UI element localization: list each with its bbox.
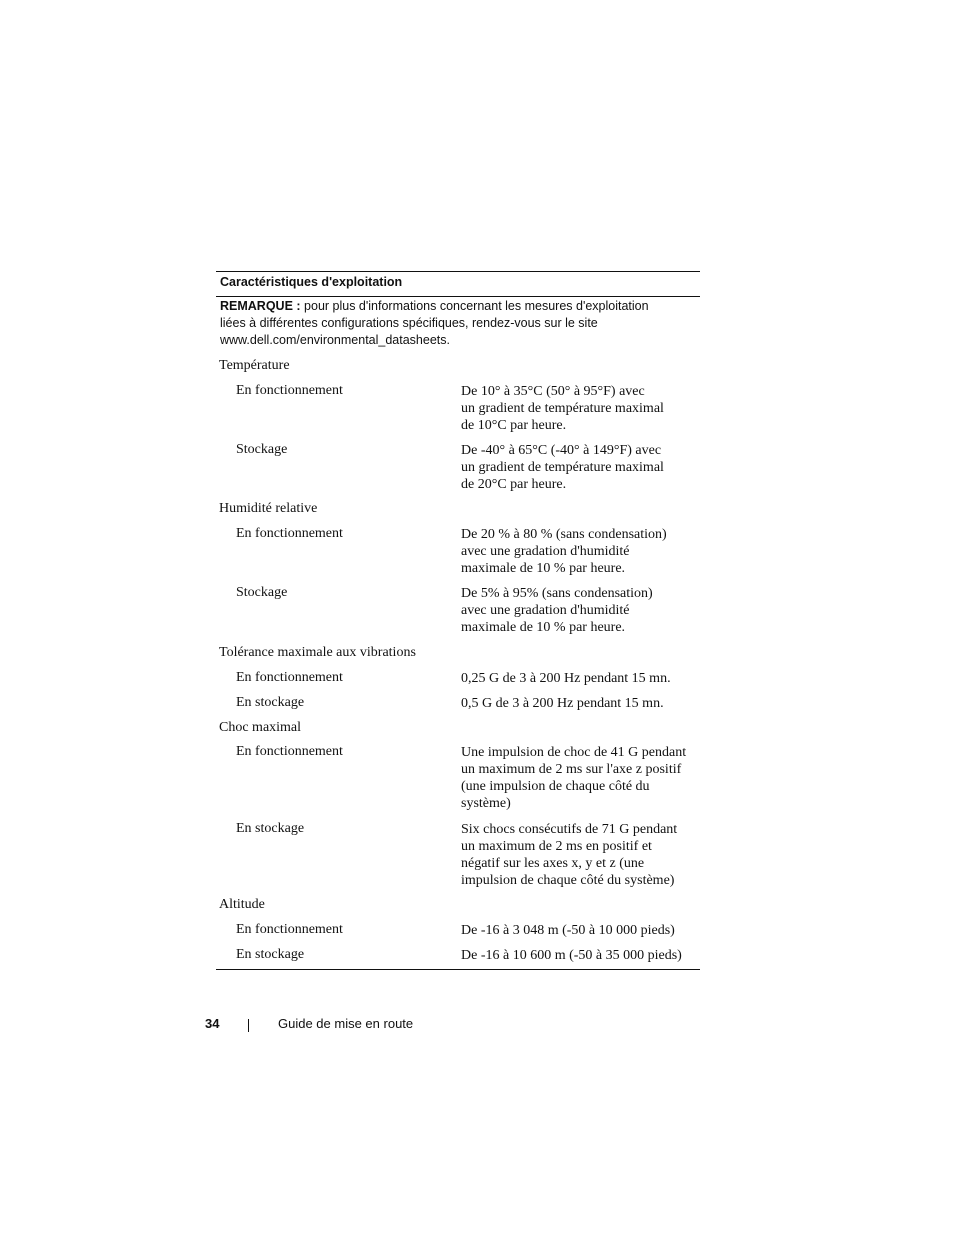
row-value: De 5% à 95% (sans condensation) avec une gradation d'humidité maximale de 10 % par heure. [461,586,653,636]
row-label: En fonctionnement [236,670,343,685]
table-bottom-rule [216,969,700,970]
row-value: 0,5 G de 3 à 200 Hz pendant 15 mn. [461,696,664,711]
row-value: De 20 % à 80 % (sans condensation) avec une gradation d'humidité maximale de 10 % par heure. [461,527,667,577]
row-value: Six chocs consécutifs de 71 G pendant un maximum de 2 ms en positif et négatif sur les axes x, y et z (une impulsion de chaque côté du système) [461,822,678,889]
header-rule [216,296,700,297]
row-value: De 10° à 35°C (50° à 95°F) avec un gradient de température maximal de 10°C par heure. [461,384,664,434]
note-link: www.dell.com/environmental_datasheets [220,333,447,347]
footer-title: Guide de mise en route [278,1016,414,1031]
row-label: En fonctionnement [236,922,343,937]
section-title: Tolérance maximale aux vibrations [219,645,416,660]
row-label: Stockage [236,585,288,600]
section-title: Température [219,358,290,373]
note-end: . [446,333,450,347]
row-value: 0,25 G de 3 à 200 Hz pendant 15 mn. [461,671,671,686]
section-title: Humidité relative [219,501,318,516]
row-label: En fonctionnement [236,744,343,759]
row-value: De -40° à 65°C (-40° à 149°F) avec un gradient de température maximal de 20°C par heure. [461,443,664,493]
note-block [220,298,649,349]
footer-separator [248,1019,249,1032]
row-label: En stockage [236,947,305,962]
row-label: Stockage [236,442,288,457]
row-value: Une impulsion de choc de 41 G pendant un maximum de 2 ms sur l'axe z positif (une impulsion de chaque côté du système) [461,745,687,812]
row-label: En stockage [236,695,305,710]
page-number: 34 [205,1016,220,1031]
note-label: REMARQUE : [220,299,301,313]
section-title: Altitude [219,897,265,912]
row-label: En stockage [236,821,305,836]
table-header: Caractéristiques d'exploitation [220,275,403,289]
section-title: Choc maximal [219,720,302,735]
row-value: De -16 à 10 600 m (-50 à 35 000 pieds) [461,948,682,963]
row-label: En fonctionnement [236,526,343,541]
note-line2: liées à différentes configurations spécifiques, rendez-vous sur le site [220,316,598,330]
note-line1: pour plus d'informations concernant les mesures d'exploitation [300,299,649,313]
table-top-rule [216,271,700,272]
row-label: En fonctionnement [236,383,343,398]
row-value: De -16 à 3 048 m (-50 à 10 000 pieds) [461,923,675,938]
